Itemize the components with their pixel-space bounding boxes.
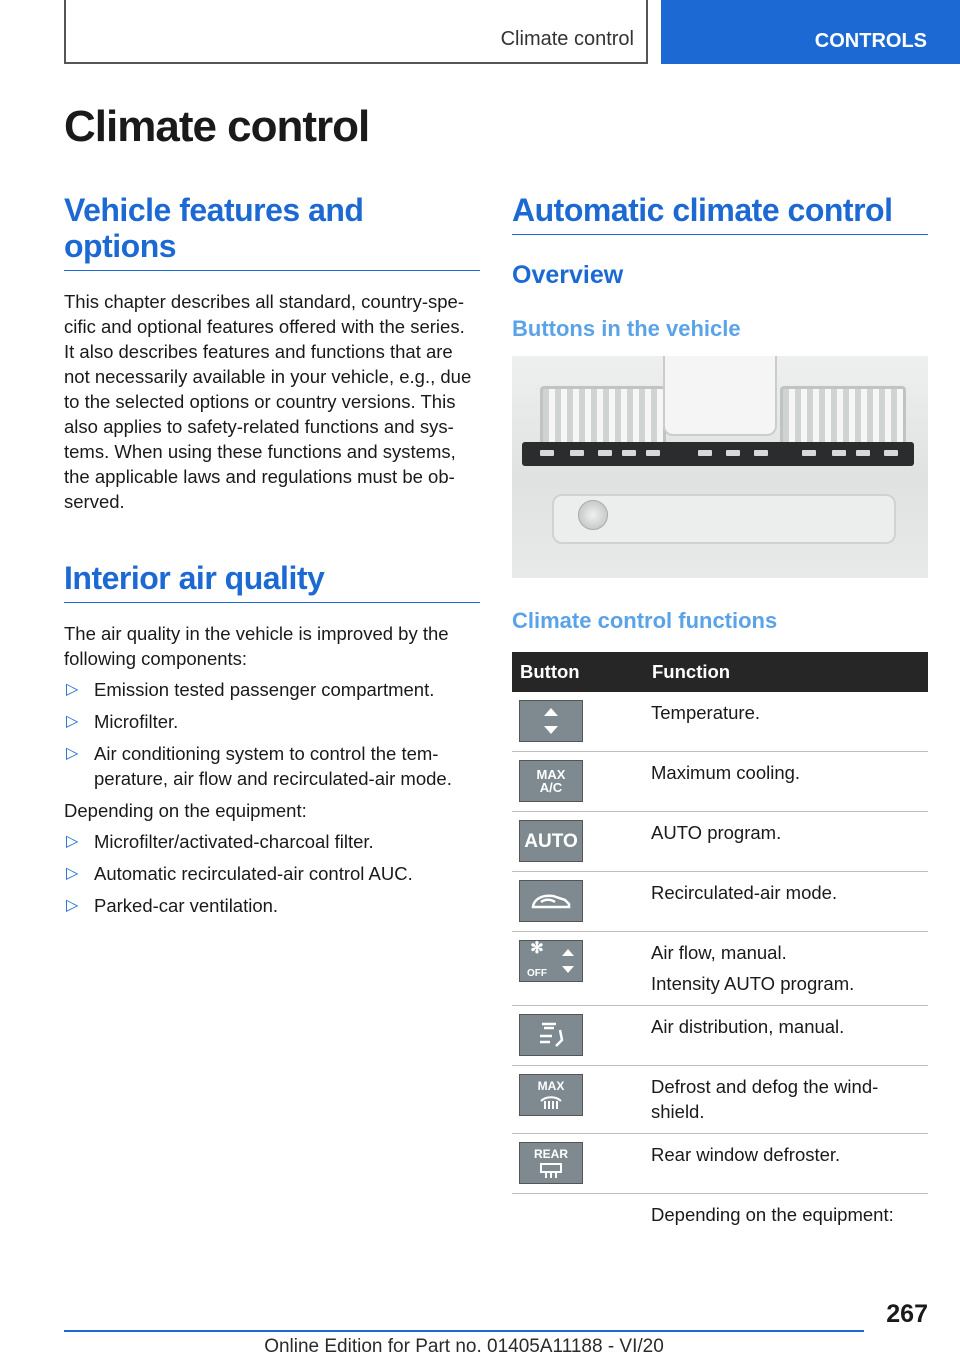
table-row xyxy=(512,1006,928,1066)
table-header-row xyxy=(512,652,928,692)
table-row xyxy=(512,692,928,752)
air-distribution-icon xyxy=(519,1014,583,1056)
auto-icon: AUTO xyxy=(519,820,583,862)
function-text: Air distribution, manual. xyxy=(644,1006,928,1066)
list-item: ▷ Microfilter/activated-charcoal filter. xyxy=(66,831,374,852)
table-row xyxy=(512,1066,928,1134)
table-row xyxy=(512,1194,928,1237)
left-vent xyxy=(540,386,666,450)
list-item: ▷ Emission tested passenger compartment. xyxy=(66,679,435,700)
function-text: Air flow, manual. Intensity AUTO program. xyxy=(644,932,928,1006)
screen-mount xyxy=(663,356,777,436)
features-heading: Vehicle features and options xyxy=(64,192,480,271)
triangle-bullet-icon: ▷ xyxy=(66,833,79,850)
page-title: Climate control xyxy=(64,102,370,151)
air-quality-list xyxy=(64,677,480,791)
triangle-bullet-icon: ▷ xyxy=(66,745,79,762)
footer-divider xyxy=(64,1330,864,1332)
triangle-bullet-icon: ▷ xyxy=(66,681,79,698)
climate-panel-photo xyxy=(512,356,928,578)
table-row xyxy=(512,872,928,932)
overview-heading: Overview xyxy=(512,261,624,289)
function-text: Rear window defroster. xyxy=(644,1134,928,1194)
equipment-label: Depending on the equipment: xyxy=(64,800,307,821)
max-defrost-icon: MAX xyxy=(519,1074,583,1116)
right-column xyxy=(512,192,928,1236)
features-text: This chapter describes all standard, country-specific and optional features offered with the series. It also describes features and functions that are not necessarily available in your vehicle, e.g., due to the selected options or country versions. This also applies to safety-related functions and systems. When using these functions and systems, the applicable laws and regulations must be observed. xyxy=(64,291,472,512)
functions-heading: Climate control functions xyxy=(512,608,778,633)
header-section-box xyxy=(64,0,648,64)
function-text: Temperature. xyxy=(644,692,928,752)
rear-defrost-icon: REAR xyxy=(519,1142,583,1184)
column-header: Function xyxy=(644,652,928,692)
header-section-title: Climate control xyxy=(500,28,634,50)
equipment-list xyxy=(64,829,480,918)
table-row xyxy=(512,752,928,812)
list-item: ▷ Air conditioning system to control the temperature, air flow and recirculated-air mode. xyxy=(66,743,452,789)
functions-table xyxy=(512,652,928,1236)
automatic-climate-heading: Automatic climate control xyxy=(512,192,928,235)
header-chapter-label: CONTROLS xyxy=(814,30,927,52)
triangle-bullet-icon: ▷ xyxy=(66,897,79,914)
buttons-heading: Buttons in the vehicle xyxy=(512,316,741,341)
table-row xyxy=(512,812,928,872)
max-ac-icon: MAX A/C xyxy=(519,760,583,802)
right-vent xyxy=(780,386,906,450)
page-number: 267 xyxy=(886,1300,928,1328)
function-text: Depending on the equipment: xyxy=(651,1204,894,1225)
temperature-arrows-icon xyxy=(519,700,583,742)
list-item: ▷ Parked-car ventilation. xyxy=(66,895,279,916)
triangle-bullet-icon: ▷ xyxy=(66,713,79,730)
function-text: AUTO program. xyxy=(644,812,928,872)
header-chapter-tab xyxy=(661,0,960,64)
recirculation-icon xyxy=(519,880,583,922)
function-text: Defrost and defog the windshield. xyxy=(644,1066,928,1134)
function-text: Maximum cooling. xyxy=(644,752,928,812)
air-quality-intro: The air quality in the vehicle is improved by the following components: xyxy=(64,623,449,669)
triangle-bullet-icon: ▷ xyxy=(66,865,79,882)
column-header: Button xyxy=(512,652,644,692)
left-column xyxy=(64,192,480,925)
fan-icon: ✻ xyxy=(530,940,544,957)
air-quality-heading: Interior air quality xyxy=(64,560,480,603)
table-row xyxy=(512,932,928,1006)
list-item: ▷ Automatic recirculated-air control AUC. xyxy=(66,863,413,884)
table-row xyxy=(512,1134,928,1194)
list-item: ▷ Microfilter. xyxy=(66,711,179,732)
fan-off-icon: ✻ OFF xyxy=(519,940,583,982)
function-text: Recirculated-air mode. xyxy=(644,872,928,932)
control-button-strip xyxy=(522,442,914,466)
footer-edition: Online Edition for Part no. 01405A11188 - VI/20 xyxy=(264,1336,664,1357)
volume-knob xyxy=(578,500,608,530)
